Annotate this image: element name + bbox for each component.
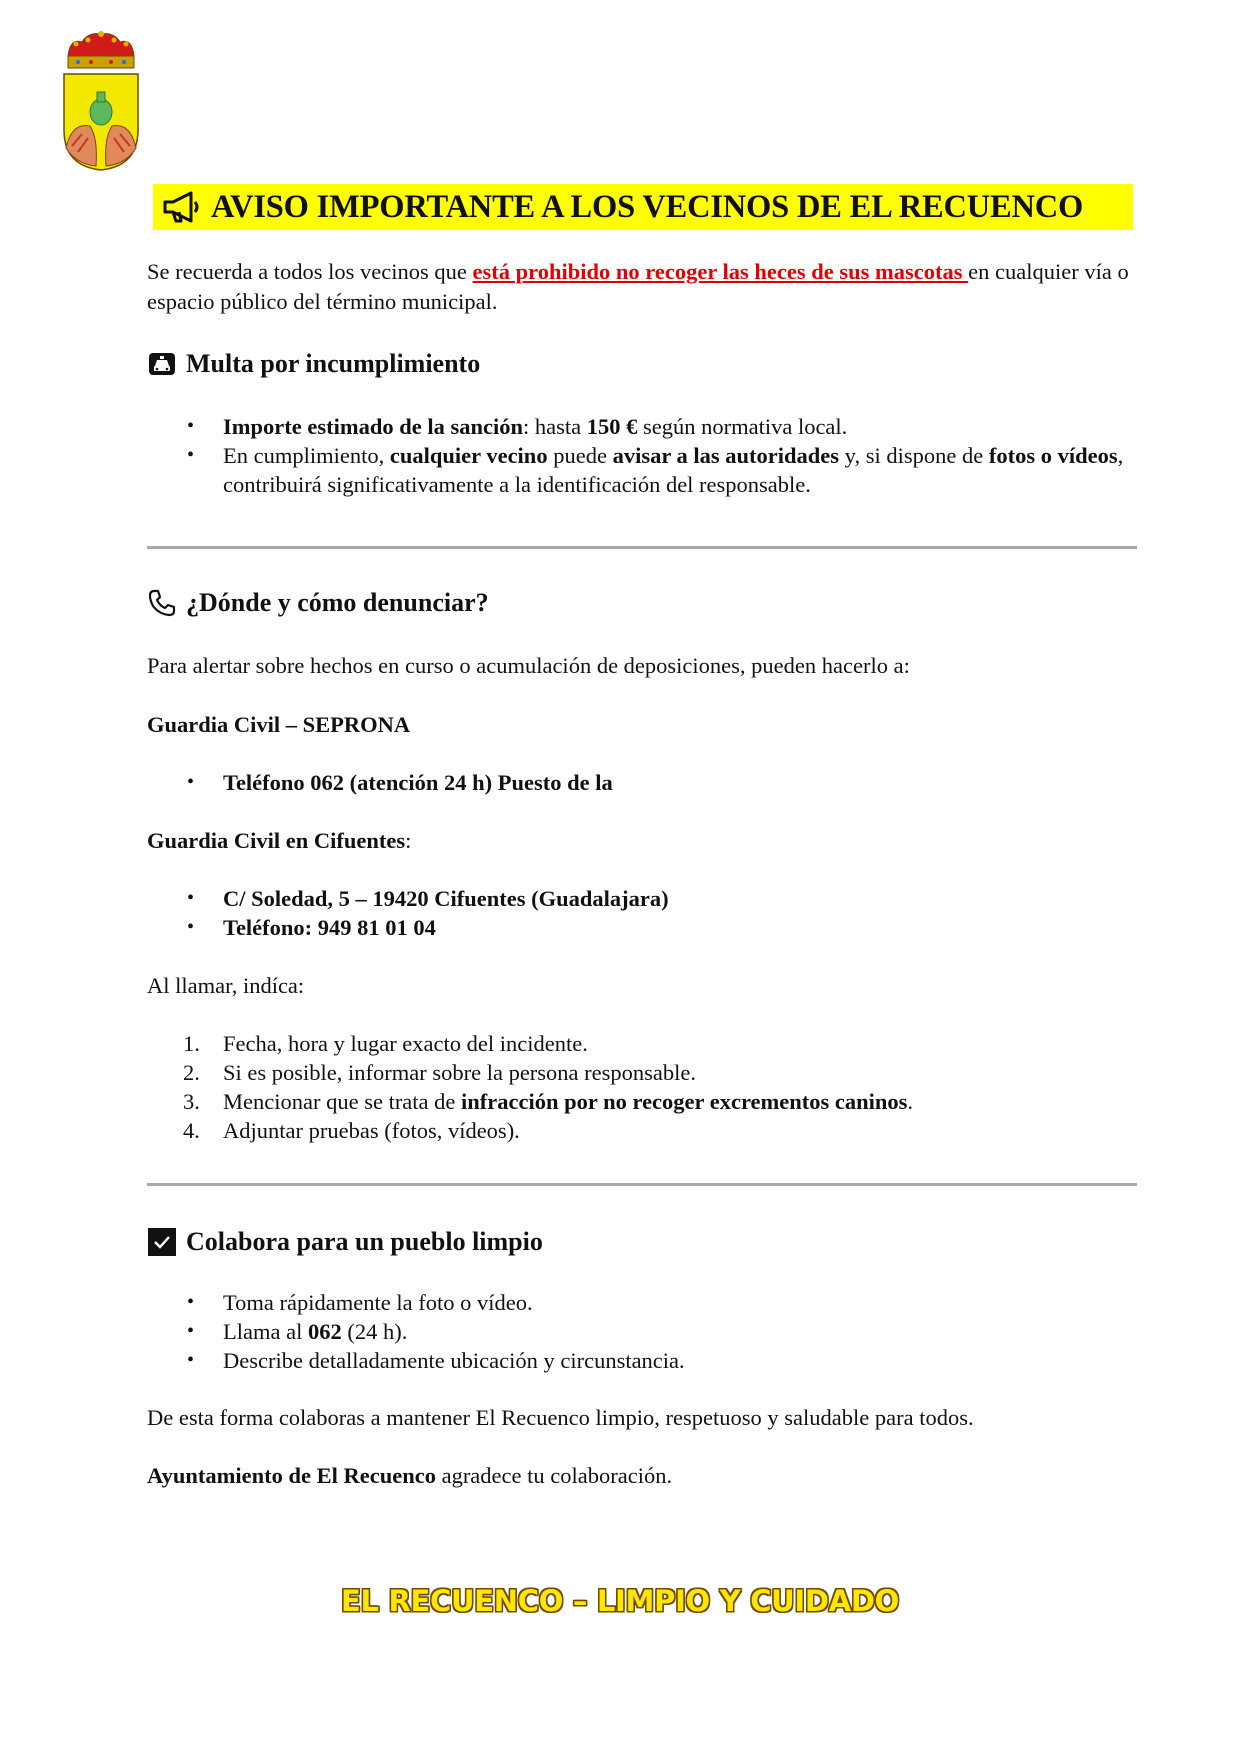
section-divider [147,1183,1137,1186]
list-item: • C/ Soledad, 5 – 19420 Cifuentes (Guadalajara) [187,886,669,911]
title-banner [153,184,1133,230]
fine-heading [147,349,480,379]
collab-heading-text: Colabora para un pueblo limpio [186,1227,543,1256]
list-item: 1. Fecha, hora y lugar exacto del incidente. [183,1031,588,1056]
list-item: 2. Si es posible, informar sobre la persona responsable. [183,1060,697,1085]
report-heading-text: ¿Dónde y cómo denunciar? [186,588,489,617]
org-name: Guardia Civil – SEPRONA [147,712,411,737]
list-item: • Teléfono: 949 81 01 04 [187,915,436,940]
list-item: 4. Adjuntar pruebas (fotos, vídeos). [183,1118,520,1143]
list-item: • Llama al 062 (24 h). [187,1319,408,1344]
list-item: • Toma rápidamente la foto o vídeo. [187,1290,533,1315]
collab-list [147,1288,1137,1375]
closing-paragraph: De esta forma colaboras a mantener El Recuenco limpio, respetuoso y saludable para todos. [147,1405,974,1430]
list-item: • Importe estimado de la sanción: hasta 150 € según normativa local. [187,414,848,439]
thanks-paragraph: Ayuntamiento de El Recuenco agradece tu colaboración. [147,1463,673,1488]
post-details-list [147,884,1137,942]
report-heading [147,588,489,618]
post-name: Guardia Civil en Cifuentes: [147,828,412,853]
intro-text-end: en cualquier vía o espacio público del término municipal. [147,259,1129,314]
megaphone-icon [161,190,203,224]
list-item: • En cumplimiento, cualquier vecino puede avisar a las autoridades y, si dispone de fotos o vídeos, contribuirá significativamente a la identificación del responsable. [187,443,1124,497]
footer-slogan: EL RECUENCO – LIMPIO Y CUIDADO [341,1584,899,1618]
fine-list [147,412,1137,499]
report-intro: Para alertar sobre hechos en curso o acumulación de deposiciones, pueden hacerlo a: [147,653,910,678]
org-phone-list [147,768,1137,797]
checkbox-icon [147,1227,177,1257]
section-divider [147,546,1137,549]
prohibition-highlight: está prohibido no recoger las heces de sus mascotas [472,259,969,284]
list-item: • Teléfono 062 (atención 24 h) Puesto de la [187,770,613,795]
intro-paragraph [147,257,1137,317]
collab-heading [147,1227,543,1257]
police-car-icon [147,349,177,379]
page-title: AVISO IMPORTANTE A LOS VECINOS DE EL RECUENCO [211,188,1084,225]
call-intro: Al llamar, indíca: [147,973,305,998]
fine-heading-text: Multa por incumplimiento [186,349,481,378]
phone-icon [147,588,177,618]
list-item: 3. Mencionar que se trata de infracción por no recoger excrementos caninos. [183,1089,914,1114]
coat-of-arms-icon [58,30,144,172]
steps-list [147,1029,1137,1145]
intro-text: Se recuerda a todos los vecinos que [147,259,473,284]
list-item: • Describe detalladamente ubicación y circunstancia. [187,1348,685,1373]
